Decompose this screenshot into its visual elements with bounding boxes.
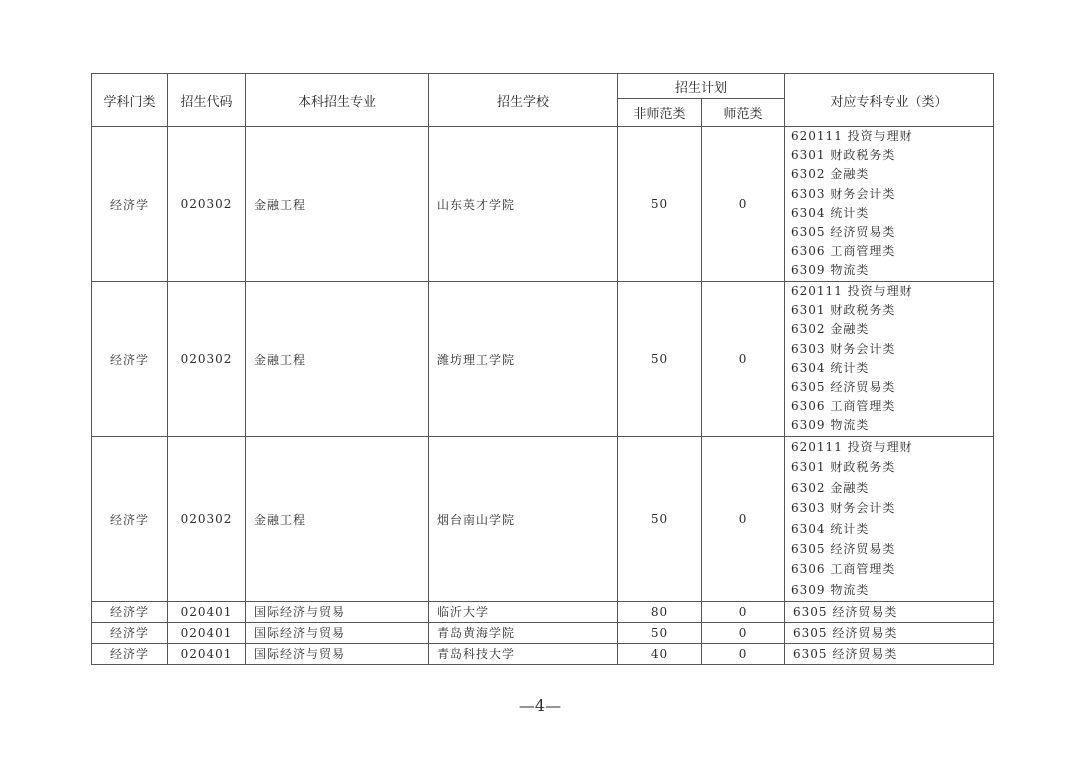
related-major: 6303 财务会计类 — [791, 186, 896, 201]
cell-major: 国际经济与贸易 — [246, 623, 429, 644]
cell-major: 国际经济与贸易 — [246, 602, 429, 623]
cell-normal: 0 — [702, 602, 785, 623]
cell-major: 金融工程 — [246, 437, 429, 602]
cell-related: 6305 经济贸易类 — [785, 602, 994, 623]
header-row — [92, 74, 994, 99]
cell-school: 青岛科技大学 — [429, 644, 618, 665]
cell-major: 金融工程 — [246, 282, 429, 437]
related-major: 620111 投资与理财 — [791, 284, 913, 298]
cell-non-normal: 50 — [618, 437, 702, 602]
cell-category: 经济学 — [92, 282, 168, 437]
table-row — [92, 437, 994, 602]
related-major: 6309 物流类 — [791, 582, 870, 597]
cell-category: 经济学 — [92, 437, 168, 602]
cell-normal: 0 — [702, 282, 785, 437]
related-major: 6306 工商管理类 — [791, 244, 896, 259]
header-code: 招生代码 — [168, 74, 246, 127]
related-major: 6302 金融类 — [791, 322, 870, 337]
cell-non-normal: 50 — [618, 623, 702, 644]
cell-code: 020302 — [168, 127, 246, 282]
page-number: —4— — [518, 696, 562, 715]
cell-normal: 0 — [702, 127, 785, 282]
related-major: 6304 统计类 — [791, 521, 870, 536]
cell-non-normal: 50 — [618, 127, 702, 282]
cell-related: 6305 经济贸易类 — [785, 623, 994, 644]
related-major: 6305 经济贸易类 — [791, 379, 896, 394]
header-major: 本科招生专业 — [246, 74, 429, 127]
cell-school: 潍坊理工学院 — [429, 282, 618, 437]
related-major: 6304 统计类 — [791, 205, 870, 220]
cell-normal: 0 — [702, 644, 785, 665]
cell-related — [785, 282, 994, 437]
header-school: 招生学校 — [429, 74, 618, 127]
cell-related: 6305 经济贸易类 — [785, 644, 994, 665]
related-major: 6301 财政税务类 — [791, 148, 896, 163]
cell-code: 020302 — [168, 282, 246, 437]
cell-normal: 0 — [702, 623, 785, 644]
cell-category: 经济学 — [92, 644, 168, 665]
cell-non-normal: 40 — [618, 644, 702, 665]
table-row — [92, 644, 994, 665]
cell-category: 经济学 — [92, 602, 168, 623]
header-related: 对应专科专业（类） — [785, 74, 994, 127]
header-non-normal: 非师范类 — [618, 99, 702, 127]
related-major: 6302 金融类 — [791, 167, 870, 182]
cell-related — [785, 437, 994, 602]
related-major: 6303 财务会计类 — [791, 341, 896, 356]
cell-related — [785, 127, 994, 282]
table-row — [92, 127, 994, 282]
related-major: 6309 物流类 — [791, 263, 870, 278]
related-major: 6302 金融类 — [791, 480, 870, 495]
enrollment-table — [91, 73, 994, 665]
header-normal: 师范类 — [702, 99, 785, 127]
header-category: 学科门类 — [92, 74, 168, 127]
related-major: 6309 物流类 — [791, 418, 870, 433]
related-major: 6304 统计类 — [791, 360, 870, 375]
related-major: 6306 工商管理类 — [791, 399, 896, 414]
cell-school: 临沂大学 — [429, 602, 618, 623]
related-major: 6305 经济贸易类 — [791, 224, 896, 239]
related-major: 6303 财务会计类 — [791, 501, 896, 516]
cell-school: 青岛黄海学院 — [429, 623, 618, 644]
cell-normal: 0 — [702, 437, 785, 602]
table-row — [92, 623, 994, 644]
cell-category: 经济学 — [92, 623, 168, 644]
cell-code: 020302 — [168, 437, 246, 602]
related-major: 6306 工商管理类 — [791, 562, 896, 577]
cell-non-normal: 50 — [618, 282, 702, 437]
table-row — [92, 602, 994, 623]
header-plan: 招生计划 — [618, 74, 785, 99]
cell-major: 国际经济与贸易 — [246, 644, 429, 665]
cell-category: 经济学 — [92, 127, 168, 282]
cell-code: 020401 — [168, 644, 246, 665]
related-major: 620111 投资与理财 — [791, 440, 913, 454]
cell-code: 020401 — [168, 623, 246, 644]
cell-major: 金融工程 — [246, 127, 429, 282]
related-major: 6305 经济贸易类 — [791, 541, 896, 556]
cell-school: 山东英才学院 — [429, 127, 618, 282]
cell-code: 020401 — [168, 602, 246, 623]
related-major: 6301 财政税务类 — [791, 460, 896, 475]
related-major: 6301 财政税务类 — [791, 303, 896, 318]
cell-school: 烟台南山学院 — [429, 437, 618, 602]
table-row — [92, 282, 994, 437]
related-major: 620111 投资与理财 — [791, 129, 913, 143]
cell-non-normal: 80 — [618, 602, 702, 623]
